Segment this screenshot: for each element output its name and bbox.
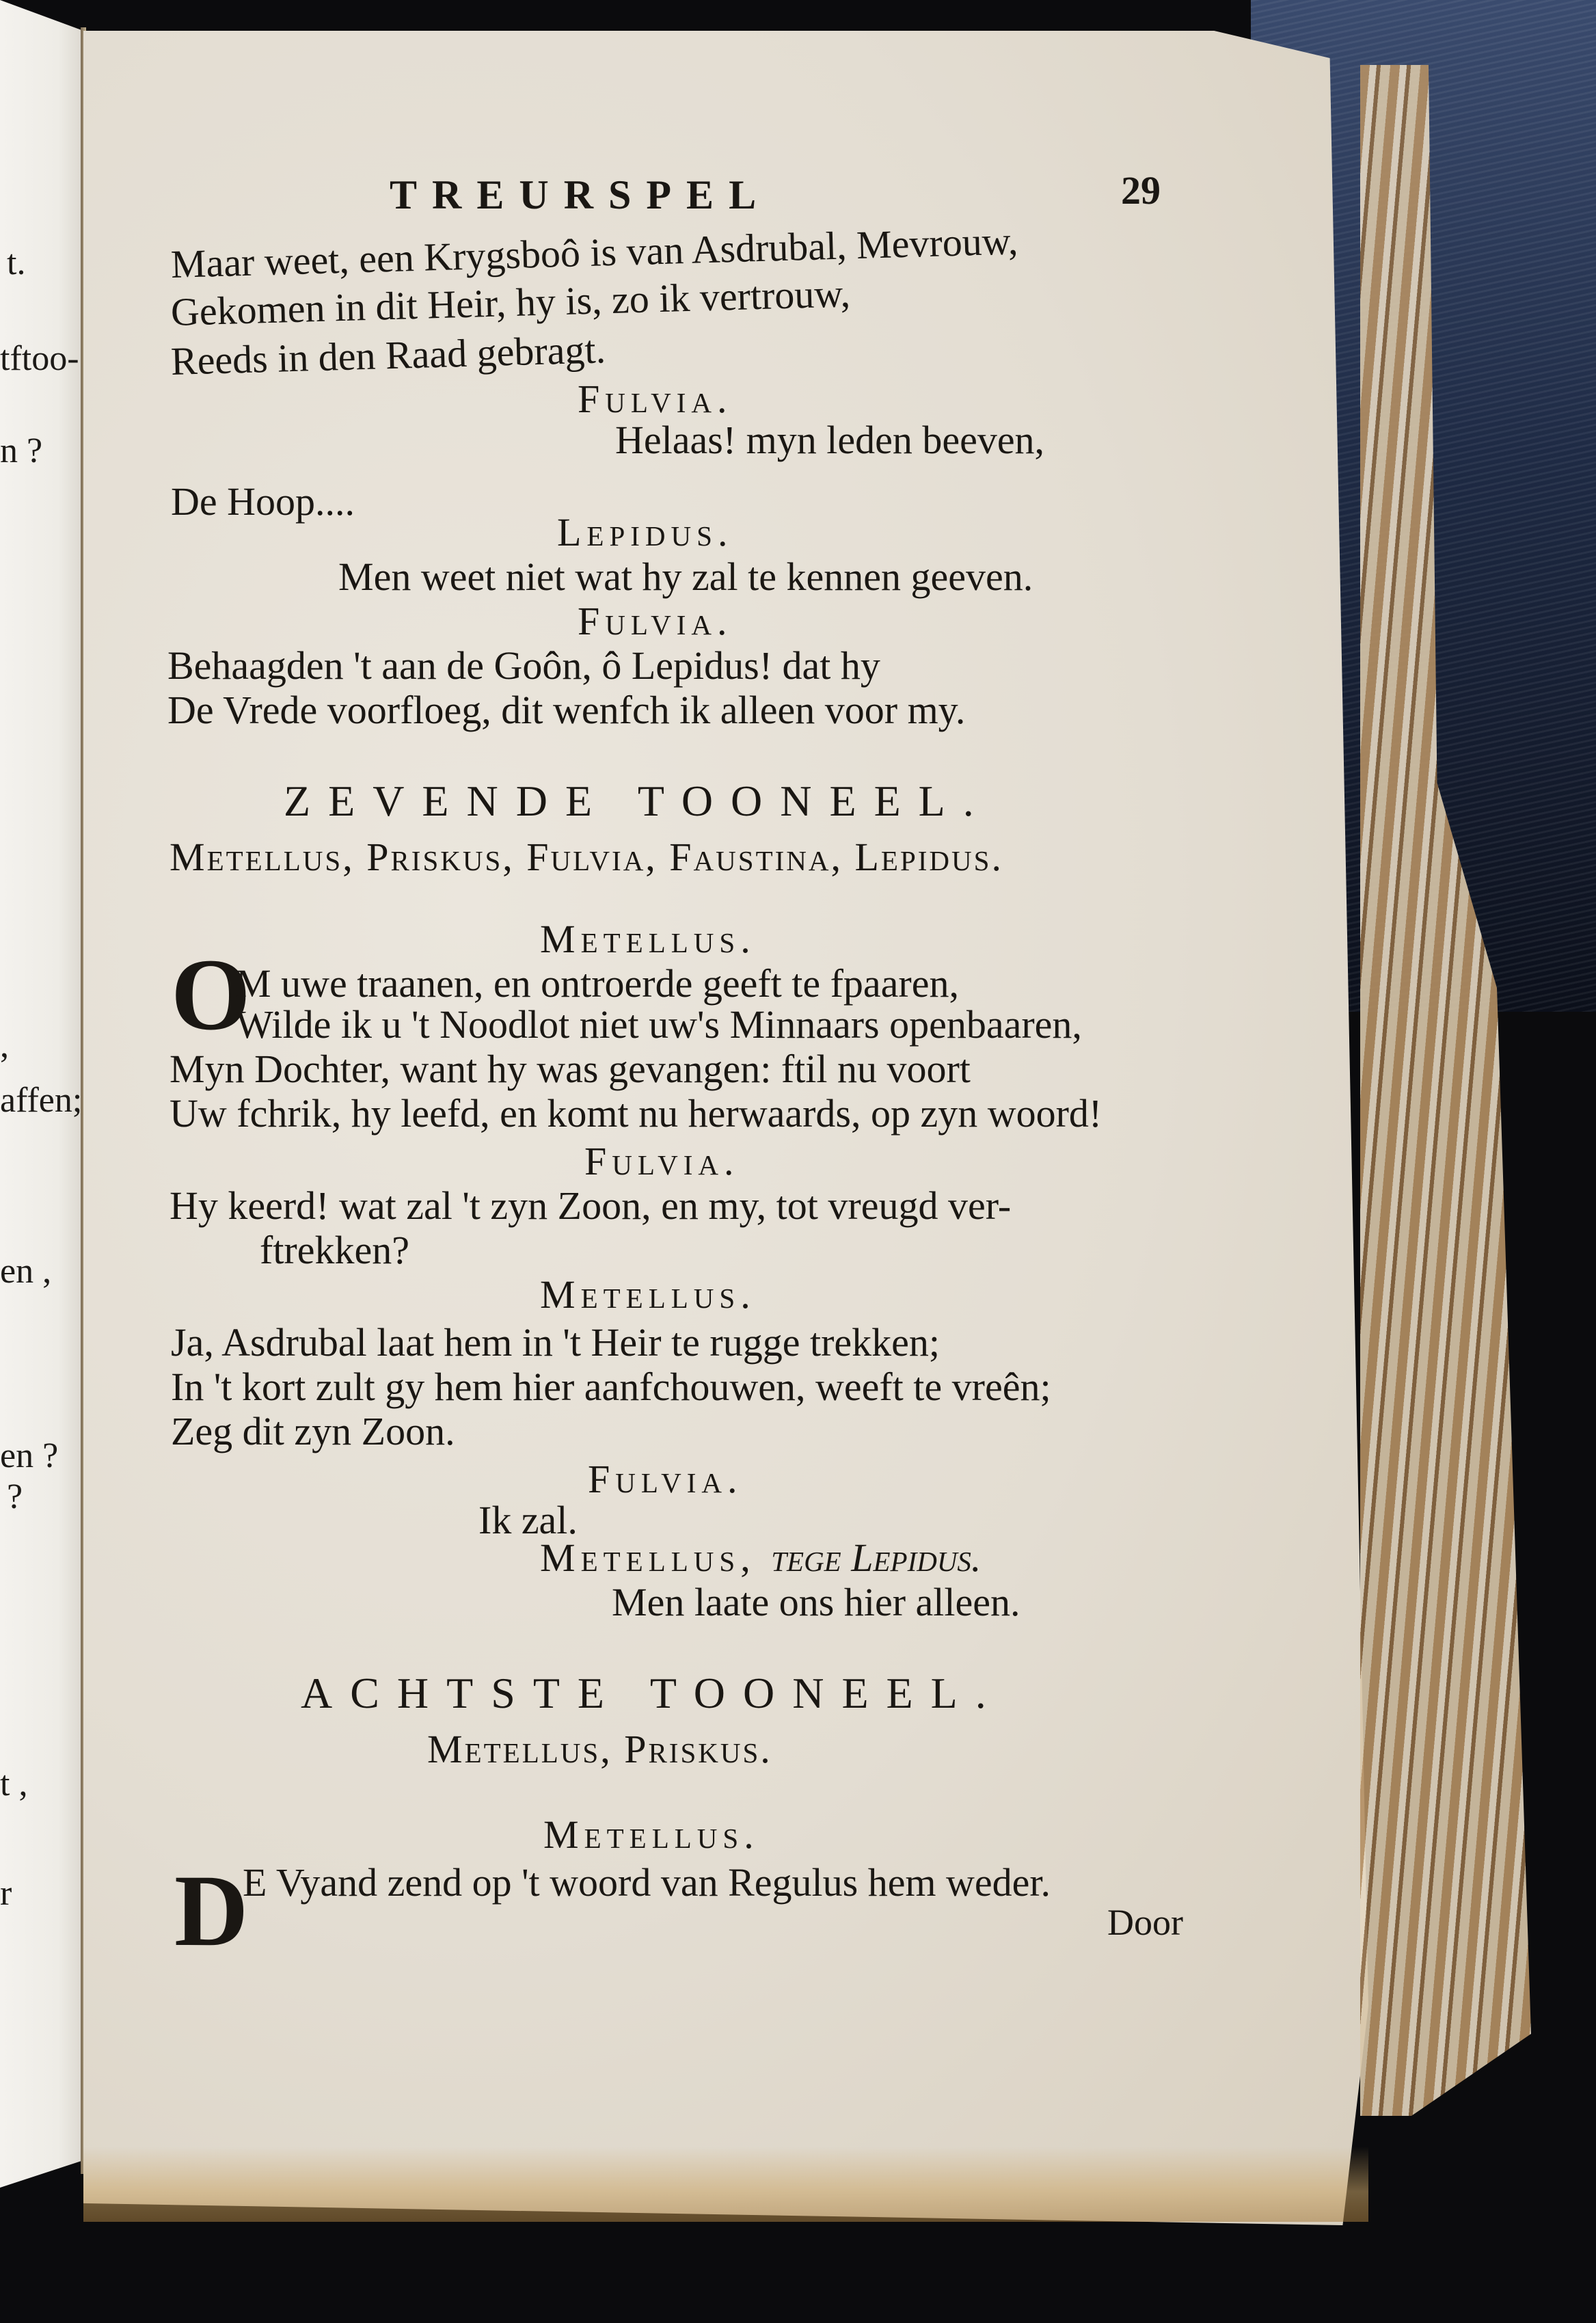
verse-line: Wilde ik u 't Noodlot niet uw's Minnaars openbaaren, — [236, 1002, 1082, 1047]
scene-cast: Metellus, Priskus, Fulvia, Faustina, Lepidus. — [170, 835, 1003, 879]
left-fragment: n ? — [0, 431, 43, 470]
speaker-label: Metellus, — [540, 1535, 756, 1580]
speaker-name — [540, 1535, 982, 1580]
left-fragment: ? — [7, 1477, 23, 1516]
left-fragment: tftoo- — [0, 339, 79, 378]
speaker-name: Fulvia. — [578, 599, 733, 643]
bottom-edge-stain — [83, 2147, 1368, 2222]
left-fragment: t. — [7, 243, 26, 282]
speaker-name: Lepidus. — [557, 510, 733, 554]
left-fragment: t , — [0, 1764, 28, 1803]
verse-line: Zeg dit zyn Zoon. — [171, 1409, 455, 1453]
drop-capital: D — [174, 1854, 249, 1968]
left-fragment: , — [0, 1026, 9, 1065]
drop-capital: O — [171, 938, 251, 1051]
left-fragment: r — [0, 1874, 12, 1913]
verse-line: Ik zal. — [478, 1498, 578, 1542]
speaker-name: Fulvia. — [584, 1139, 740, 1183]
stage-direction: tege Lepidus. — [771, 1535, 982, 1580]
speaker-name: Metellus. — [540, 917, 756, 961]
verse-line: M uwe traanen, en ontroerde geeft te fpaaren, — [236, 961, 959, 1006]
verse-line: Hy keerd! wat zal 't zyn Zoon, en my, tot vreugd ver- — [170, 1183, 1012, 1228]
verse-line: Uw fchrik, hy leefd, en komt nu herwaards, op zyn woord! — [170, 1091, 1103, 1136]
page-number: 29 — [1121, 168, 1161, 213]
scene-heading: ACHTSTE TOONEEL. — [301, 1669, 1004, 1717]
verse-line: De Vrede voorfloeg, dit wenfch ik alleen voor my. — [167, 688, 966, 732]
verse-line: Men laate ons hier alleen. — [612, 1580, 1020, 1624]
catchword: Door — [1107, 1902, 1183, 1943]
speaker-name: Fulvia. — [588, 1457, 743, 1501]
verse-line: Helaas! myn leden beeven, — [615, 418, 1045, 462]
verse-line: Behaagden 't aan de Goôn, ô Lepidus! dat hy — [167, 643, 880, 688]
verse-line: ftrekken? — [260, 1228, 409, 1272]
scene-cast: Metellus, Priskus. — [427, 1727, 772, 1771]
left-fragment: affen; — [0, 1081, 83, 1120]
verse-line: Reeds in den Raad gebragt. — [170, 327, 606, 384]
verse-line: Myn Dochter, want hy was gevangen: ftil nu voort — [170, 1047, 971, 1091]
verse-line: Men weet niet wat hy zal te kennen geeven. — [338, 554, 1033, 599]
left-fragment: en ? — [0, 1436, 59, 1475]
speaker-name: Metellus. — [543, 1812, 759, 1857]
left-fragment: en , — [0, 1252, 52, 1291]
verse-line: In 't kort zult gy hem hier aanfchouwen, weeft te vreên; — [171, 1365, 1051, 1409]
verse-line: Ja, Asdrubal laat hem in 't Heir te rugge trekken; — [171, 1320, 940, 1365]
scene-heading: ZEVENDE TOONEEL. — [284, 777, 992, 825]
verse-line: E Vyand zend op 't woord van Regulus hem weder. — [243, 1860, 1051, 1905]
speaker-name: Fulvia. — [578, 377, 733, 421]
speaker-name: Metellus. — [540, 1272, 756, 1317]
verse-line: De Hoop.... — [171, 479, 355, 524]
verse-line: Gekomen in dit Heir, hy is, zo ik vertrouw, — [170, 271, 851, 334]
verse-line: Maar weet, een Krygsboô is van Asdrubal, Mevrouw, — [170, 218, 1019, 286]
running-header-title: TREURSPEL — [390, 172, 772, 217]
